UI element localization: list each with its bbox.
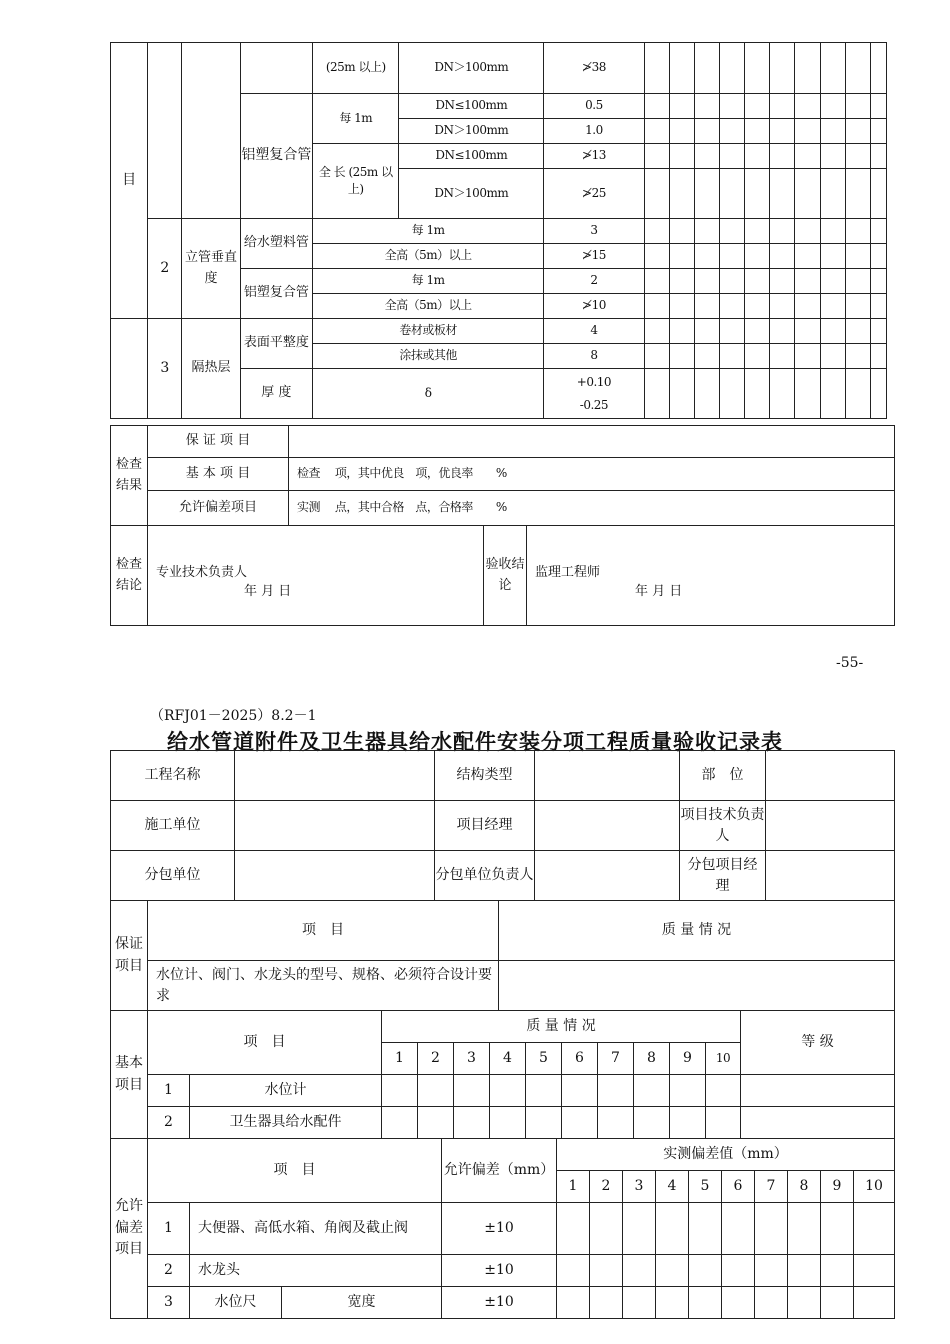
allowed-col-9: 9: [821, 1171, 854, 1203]
empty-cell[interactable]: [590, 1203, 623, 1255]
empty-cell[interactable]: [770, 144, 795, 169]
empty-cell[interactable]: [745, 294, 770, 319]
empty-cell[interactable]: [669, 319, 694, 344]
basic-col-3: 3: [454, 1043, 490, 1075]
empty-cell[interactable]: [644, 269, 669, 294]
empty-cell[interactable]: [669, 344, 694, 369]
empty-cell[interactable]: [770, 269, 795, 294]
empty-cell[interactable]: [694, 43, 719, 94]
empty-cell[interactable]: [745, 269, 770, 294]
empty-cell[interactable]: [694, 119, 719, 144]
empty-cell[interactable]: [694, 169, 719, 219]
empty-cell[interactable]: [694, 94, 719, 119]
allowed-col-1: 1: [557, 1171, 590, 1203]
empty-cell[interactable]: [634, 1107, 670, 1139]
empty-cell[interactable]: [870, 294, 886, 319]
empty-cell[interactable]: [562, 1107, 598, 1139]
empty-cell[interactable]: [821, 1255, 854, 1287]
allowed-col-8: 8: [788, 1171, 821, 1203]
empty-cell[interactable]: [788, 1255, 821, 1287]
empty-cell[interactable]: [745, 244, 770, 269]
basic-col-6: 6: [562, 1043, 598, 1075]
empty-cell[interactable]: [623, 1287, 656, 1319]
empty-cell[interactable]: [722, 1203, 755, 1255]
empty-cell[interactable]: [720, 94, 745, 119]
empty-cell[interactable]: [490, 1107, 526, 1139]
empty-cell[interactable]: [669, 369, 694, 419]
empty-cell[interactable]: [770, 43, 795, 94]
empty-cell[interactable]: [745, 169, 770, 219]
empty-cell[interactable]: [623, 1203, 656, 1255]
empty-cell[interactable]: [770, 344, 795, 369]
empty-cell[interactable]: [644, 369, 669, 419]
empty-cell[interactable]: [770, 169, 795, 219]
empty-cell[interactable]: [820, 369, 845, 419]
empty-cell[interactable]: [240, 43, 312, 94]
empty-cell[interactable]: [745, 369, 770, 419]
empty-cell[interactable]: [795, 294, 820, 319]
empty-cell[interactable]: [720, 219, 745, 244]
empty-cell[interactable]: [845, 169, 870, 219]
empty-cell[interactable]: [770, 119, 795, 144]
empty-cell[interactable]: [454, 1107, 490, 1139]
empty-cell[interactable]: [854, 1287, 895, 1319]
empty-cell[interactable]: [820, 219, 845, 244]
empty-cell[interactable]: [111, 319, 148, 419]
empty-cell[interactable]: [870, 319, 886, 344]
empty-cell[interactable]: [820, 244, 845, 269]
empty-cell[interactable]: [820, 43, 845, 94]
basic-col-1: 1: [382, 1043, 418, 1075]
empty-cell[interactable]: [644, 169, 669, 219]
empty-cell[interactable]: [382, 1075, 418, 1107]
empty-cell[interactable]: [526, 1075, 562, 1107]
basic-col-2: 2: [418, 1043, 454, 1075]
empty-cell[interactable]: [795, 369, 820, 419]
basic-col-5: 5: [526, 1043, 562, 1075]
empty-cell[interactable]: [382, 1107, 418, 1139]
empty-cell[interactable]: [669, 144, 694, 169]
basic-items-table: 基本项目 项 目 质 量 情 况 等 级 1 2 3 4 5 6 7 8 9 10 1 水位计 2 卫生器具给水配件: [110, 1010, 895, 1139]
basic-col-9: 9: [670, 1043, 706, 1075]
empty-cell[interactable]: [656, 1255, 689, 1287]
project-name-value[interactable]: [235, 751, 435, 801]
empty-cell[interactable]: [669, 269, 694, 294]
empty-cell[interactable]: [770, 94, 795, 119]
empty-cell[interactable]: [845, 43, 870, 94]
allowed-col-5: 5: [689, 1171, 722, 1203]
empty-cell[interactable]: [722, 1255, 755, 1287]
page-number: -55-: [836, 655, 864, 671]
empty-cell[interactable]: [689, 1203, 722, 1255]
empty-cell[interactable]: [418, 1107, 454, 1139]
empty-cell[interactable]: [845, 219, 870, 244]
empty-cell[interactable]: [770, 244, 795, 269]
empty-cell[interactable]: [821, 1203, 854, 1255]
empty-cell[interactable]: [795, 94, 820, 119]
empty-cell[interactable]: [845, 144, 870, 169]
empty-cell[interactable]: [557, 1287, 590, 1319]
empty-cell[interactable]: [706, 1075, 741, 1107]
empty-cell[interactable]: [854, 1255, 895, 1287]
empty-cell[interactable]: [670, 1107, 706, 1139]
header-table: 工程名称 结构类型 部 位 施工单位 项目经理 项目技术负责人 分包单位 分包单位负责人 分包项目经 理: [110, 750, 895, 901]
basic-col-8: 8: [634, 1043, 670, 1075]
empty-cell[interactable]: [720, 43, 745, 94]
empty-cell[interactable]: [720, 369, 745, 419]
empty-cell[interactable]: [845, 294, 870, 319]
empty-cell[interactable]: [870, 344, 886, 369]
empty-cell[interactable]: [870, 244, 886, 269]
empty-cell[interactable]: [870, 169, 886, 219]
empty-cell[interactable]: [870, 219, 886, 244]
empty-cell[interactable]: [820, 119, 845, 144]
empty-cell[interactable]: [745, 344, 770, 369]
empty-cell[interactable]: [820, 344, 845, 369]
basic-col-7: 7: [598, 1043, 634, 1075]
empty-cell[interactable]: [770, 369, 795, 419]
empty-cell[interactable]: [820, 319, 845, 344]
empty-cell[interactable]: [745, 43, 770, 94]
empty-cell[interactable]: [795, 219, 820, 244]
form-code: （RFJ01－2025）8.2－1: [150, 708, 317, 724]
empty-cell[interactable]: [845, 344, 870, 369]
empty-cell[interactable]: [418, 1075, 454, 1107]
empty-cell[interactable]: [634, 1075, 670, 1107]
empty-cell[interactable]: [669, 119, 694, 144]
empty-cell[interactable]: [454, 1075, 490, 1107]
allowed-col-7: 7: [755, 1171, 788, 1203]
empty-cell[interactable]: [694, 369, 719, 419]
empty-cell[interactable]: [795, 119, 820, 144]
basic-col-4: 4: [490, 1043, 526, 1075]
empty-cell[interactable]: [795, 244, 820, 269]
empty-cell[interactable]: [755, 1255, 788, 1287]
empty-cell[interactable]: [148, 43, 182, 219]
empty-cell[interactable]: [644, 119, 669, 144]
empty-cell[interactable]: [745, 119, 770, 144]
allowed-deviation-table: 允许偏差项目 项 目 允许偏差（mm） 实测偏差值（mm） 1 2 3 4 5 6 7 8 9 10 1 大便器、高低水箱、角阀及截止阀 ±10 2 水龙头 ±10 3 水位尺 宽度 ±10: [110, 1138, 895, 1319]
empty-cell[interactable]: [656, 1203, 689, 1255]
empty-cell[interactable]: [720, 169, 745, 219]
empty-cell[interactable]: [745, 94, 770, 119]
empty-cell[interactable]: [821, 1287, 854, 1319]
empty-cell[interactable]: [669, 169, 694, 219]
empty-cell[interactable]: [820, 94, 845, 119]
empty-cell[interactable]: [795, 144, 820, 169]
empty-cell[interactable]: 专业技术负责人 年 月 日: [148, 526, 484, 626]
allowed-col-10: 10: [854, 1171, 895, 1203]
empty-cell[interactable]: [795, 169, 820, 219]
empty-cell[interactable]: [845, 269, 870, 294]
empty-cell[interactable]: [644, 43, 669, 94]
empty-cell[interactable]: [870, 43, 886, 94]
empty-cell[interactable]: [720, 269, 745, 294]
empty-cell[interactable]: [644, 294, 669, 319]
empty-cell[interactable]: [644, 319, 669, 344]
empty-cell[interactable]: [557, 1255, 590, 1287]
empty-cell[interactable]: [694, 244, 719, 269]
guarantee-table: 保证项目 项 目 质 量 情 况 水位计、阀门、水龙头的型号、规格、必须符合设计要求: [110, 900, 895, 1011]
empty-cell[interactable]: [720, 244, 745, 269]
bend-material: 铝塑复合管: [240, 94, 312, 219]
empty-cell[interactable]: [820, 269, 845, 294]
empty-cell[interactable]: [590, 1255, 623, 1287]
empty-cell[interactable]: [870, 119, 886, 144]
empty-cell[interactable]: [694, 319, 719, 344]
empty-cell[interactable]: [722, 1287, 755, 1319]
empty-cell[interactable]: [788, 1203, 821, 1255]
empty-cell[interactable]: [526, 1107, 562, 1139]
empty-cell[interactable]: [669, 294, 694, 319]
allowed-col-2: 2: [590, 1171, 623, 1203]
empty-cell[interactable]: [669, 43, 694, 94]
empty-cell[interactable]: [755, 1287, 788, 1319]
empty-cell[interactable]: [644, 244, 669, 269]
empty-cell[interactable]: [795, 269, 820, 294]
empty-cell[interactable]: [644, 94, 669, 119]
empty-cell[interactable]: [623, 1255, 656, 1287]
empty-cell[interactable]: [598, 1075, 634, 1107]
empty-cell[interactable]: [557, 1203, 590, 1255]
empty-cell[interactable]: [694, 219, 719, 244]
empty-cell[interactable]: [669, 244, 694, 269]
empty-cell[interactable]: [795, 319, 820, 344]
empty-cell[interactable]: [820, 169, 845, 219]
empty-cell[interactable]: [562, 1075, 598, 1107]
empty-cell[interactable]: [770, 219, 795, 244]
empty-cell[interactable]: [182, 43, 240, 219]
empty-cell[interactable]: [720, 344, 745, 369]
top-deviation-table: 目 (25m 以上) DN＞100mm ≯38 铝塑复合管 每 1m DN≤100mm 0.5 DN＞100mm 1.0 全 长 (25m 以上) DN≤100mm ≯13 DN＞100mm ≯25 2 立管垂直度 给水塑料管 每 1m 3 全高（5m）以上 ≯15 铝塑复合管 每 1m 2 全高（5m）以上 ≯10 3 隔热层 表面平整度 卷材或板材 4 涂抹或其他 8 厚 度 δ +0.10 -0.25: [110, 42, 887, 419]
empty-cell[interactable]: [845, 319, 870, 344]
empty-cell[interactable]: [689, 1287, 722, 1319]
empty-cell[interactable]: [694, 344, 719, 369]
basic-col-10: 10: [706, 1043, 741, 1075]
section-label-mu: 目: [111, 43, 148, 319]
empty-cell[interactable]: [741, 1107, 895, 1139]
length-sub: (25m 以上): [313, 43, 399, 94]
empty-cell[interactable]: [694, 269, 719, 294]
empty-cell[interactable]: [720, 144, 745, 169]
allowed-col-6: 6: [722, 1171, 755, 1203]
empty-cell[interactable]: [845, 94, 870, 119]
empty-cell[interactable]: [720, 319, 745, 344]
empty-cell[interactable]: [795, 43, 820, 94]
empty-cell[interactable]: [670, 1075, 706, 1107]
page-title: 给水管道附件及卫生器具给水配件安装分项工程质量验收记录表: [167, 730, 783, 754]
empty-cell[interactable]: [694, 144, 719, 169]
empty-cell[interactable]: [820, 144, 845, 169]
empty-cell[interactable]: [745, 219, 770, 244]
empty-cell[interactable]: [694, 294, 719, 319]
empty-cell[interactable]: [644, 144, 669, 169]
empty-cell[interactable]: [770, 294, 795, 319]
check-result-table: 检查结果 保 证 项 目 基 本 项 目 检查 项，其中优良 项，优良率 % 允许偏差项目 实测 点，其中合格 点，合格率 %: [110, 425, 895, 526]
allowed-col-4: 4: [656, 1171, 689, 1203]
empty-cell[interactable]: [870, 369, 886, 419]
empty-cell[interactable]: [845, 119, 870, 144]
empty-cell[interactable]: 监理工程师 年 月 日: [527, 526, 895, 626]
allowed-col-3: 3: [623, 1171, 656, 1203]
empty-cell[interactable]: [669, 94, 694, 119]
conclusion-table: 检查结论 专业技术负责人 年 月 日 验收结论 监理工程师 年 月 日: [110, 525, 895, 626]
empty-cell[interactable]: [720, 119, 745, 144]
empty-cell[interactable]: [598, 1107, 634, 1139]
empty-cell[interactable]: [770, 319, 795, 344]
empty-cell[interactable]: [689, 1255, 722, 1287]
empty-cell[interactable]: [854, 1203, 895, 1255]
empty-cell[interactable]: [870, 269, 886, 294]
empty-cell[interactable]: [845, 244, 870, 269]
empty-cell[interactable]: [590, 1287, 623, 1319]
empty-cell[interactable]: [755, 1203, 788, 1255]
empty-cell[interactable]: +0.10 -0.25: [544, 369, 645, 419]
empty-cell[interactable]: [720, 294, 745, 319]
empty-cell[interactable]: [490, 1075, 526, 1107]
empty-cell[interactable]: [289, 426, 895, 458]
empty-cell[interactable]: [741, 1075, 895, 1107]
empty-cell[interactable]: [745, 144, 770, 169]
empty-cell[interactable]: [656, 1287, 689, 1319]
empty-cell[interactable]: [820, 294, 845, 319]
empty-cell[interactable]: [870, 144, 886, 169]
empty-cell[interactable]: [745, 319, 770, 344]
empty-cell[interactable]: [788, 1287, 821, 1319]
empty-cell[interactable]: [845, 369, 870, 419]
empty-cell[interactable]: [706, 1107, 741, 1139]
empty-cell[interactable]: [870, 94, 886, 119]
empty-cell[interactable]: [644, 344, 669, 369]
empty-cell[interactable]: [795, 344, 820, 369]
empty-cell[interactable]: [669, 219, 694, 244]
empty-cell[interactable]: [644, 219, 669, 244]
